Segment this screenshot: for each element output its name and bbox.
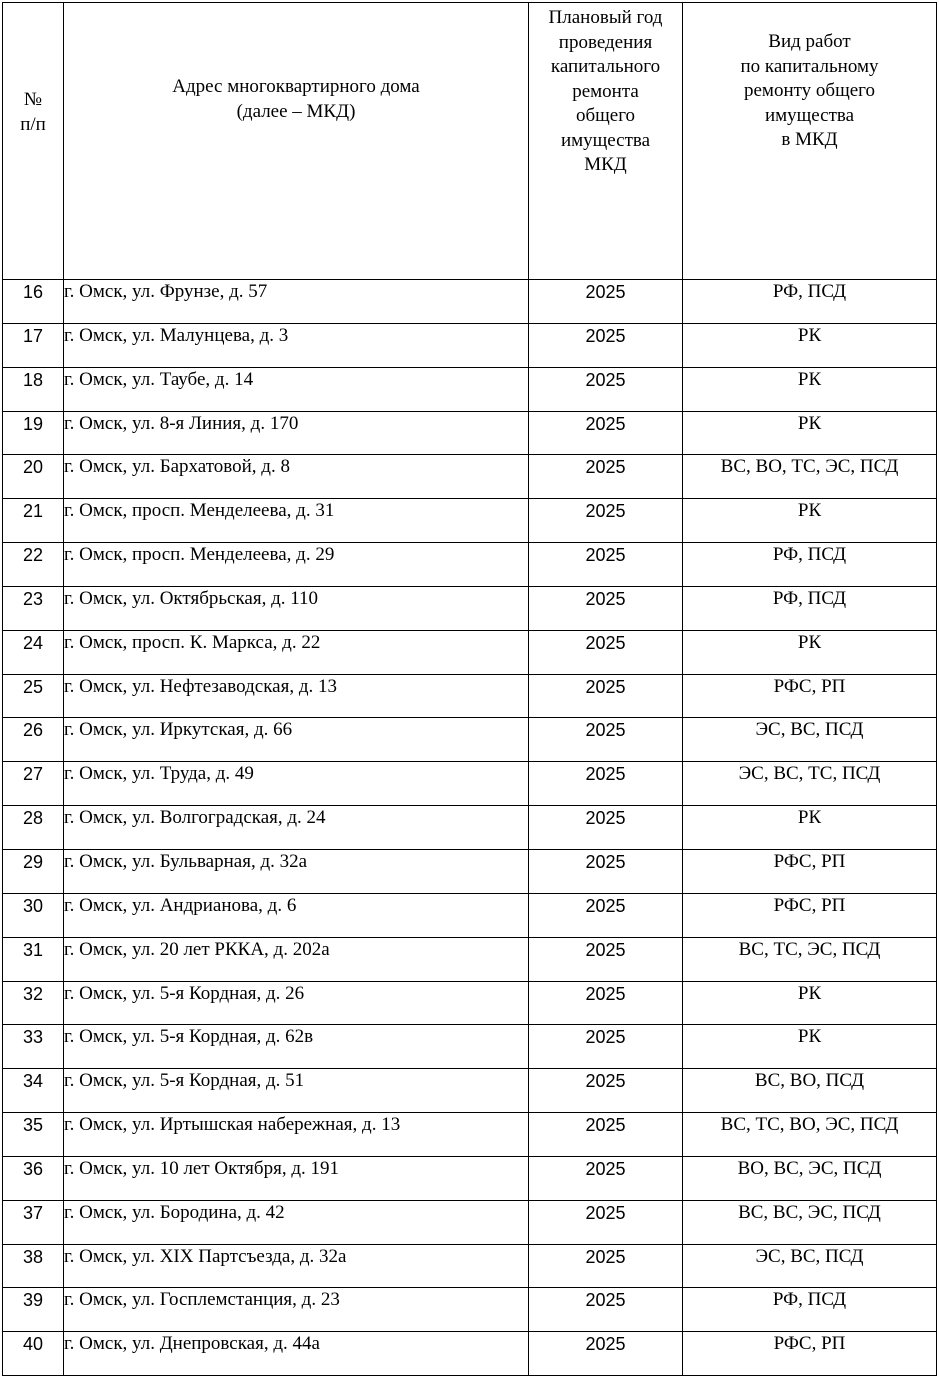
row-planned-year: 2025 xyxy=(529,718,683,762)
row-work-type: ВС, ВО, ПСД xyxy=(683,1069,937,1113)
table-row xyxy=(3,367,937,411)
row-address: г. Омск, ул. Труда, д. 49 xyxy=(64,762,529,806)
row-address: г. Омск, ул. Малунцева, д. 3 xyxy=(64,323,529,367)
row-work-type: ВС, ВО, ТС, ЭС, ПСД xyxy=(683,455,937,499)
row-planned-year: 2025 xyxy=(529,937,683,981)
header-row xyxy=(3,3,937,280)
header-year-line: проведения xyxy=(558,31,653,53)
row-planned-year: 2025 xyxy=(529,1244,683,1288)
row-number: 19 xyxy=(3,411,64,455)
row-planned-year: 2025 xyxy=(529,411,683,455)
row-number: 25 xyxy=(3,674,64,718)
row-planned-year: 2025 xyxy=(529,280,683,324)
table-row xyxy=(3,762,937,806)
table-row xyxy=(3,1288,937,1332)
table-row xyxy=(3,806,937,850)
row-number: 31 xyxy=(3,937,64,981)
row-planned-year: 2025 xyxy=(529,849,683,893)
row-number: 38 xyxy=(3,1244,64,1288)
row-number: 20 xyxy=(3,455,64,499)
row-number: 39 xyxy=(3,1288,64,1332)
row-planned-year: 2025 xyxy=(529,1069,683,1113)
table-body xyxy=(3,280,937,1376)
row-planned-year: 2025 xyxy=(529,323,683,367)
row-number: 40 xyxy=(3,1332,64,1376)
row-number: 24 xyxy=(3,630,64,674)
table-row xyxy=(3,586,937,630)
row-work-type: РФ, ПСД xyxy=(683,280,937,324)
table-row xyxy=(3,280,937,324)
row-number: 16 xyxy=(3,280,64,324)
table-row xyxy=(3,937,937,981)
row-planned-year: 2025 xyxy=(529,543,683,587)
table-row xyxy=(3,1025,937,1069)
table-row xyxy=(3,674,937,718)
row-planned-year: 2025 xyxy=(529,981,683,1025)
row-planned-year: 2025 xyxy=(529,1288,683,1332)
row-work-type: РФС, РП xyxy=(683,674,937,718)
table-row xyxy=(3,411,937,455)
header-year-line: капитального xyxy=(550,56,661,77)
row-address: г. Омск, ул. 5-я Кордная, д. 26 xyxy=(64,981,529,1025)
row-address: г. Омск, ул. Бульварная, д. 32а xyxy=(64,849,529,893)
row-planned-year: 2025 xyxy=(529,630,683,674)
row-number: 36 xyxy=(3,1156,64,1200)
row-work-type: ЭС, ВС, ПСД xyxy=(683,1244,937,1288)
row-address: г. Омск, ул. 5-я Кордная, д. 51 xyxy=(64,1069,529,1113)
row-address: г. Омск, ул. Иркутская, д. 66 xyxy=(64,718,529,762)
row-address: г. Омск, ул. Фрунзе, д. 57 xyxy=(64,280,529,324)
row-planned-year: 2025 xyxy=(529,1200,683,1244)
row-address: г. Омск, ул. 10 лет Октября, д. 191 xyxy=(64,1156,529,1200)
row-address: г. Омск, ул. Иртышская набережная, д. 13 xyxy=(64,1113,529,1157)
header-work-type xyxy=(683,3,937,280)
table-row xyxy=(3,630,937,674)
header-work-line: Вид работ xyxy=(768,31,851,52)
row-address: г. Омск, ул. Волгоградская, д. 24 xyxy=(64,806,529,850)
row-planned-year: 2025 xyxy=(529,367,683,411)
row-address: г. Омск, ул. Бархатовой, д. 8 xyxy=(64,455,529,499)
header-year-line: имущества xyxy=(560,129,651,151)
table-row xyxy=(3,1200,937,1244)
table-row xyxy=(3,1069,937,1113)
row-address: г. Омск, ул. Нефтезаводская, д. 13 xyxy=(64,674,529,718)
header-planned-year xyxy=(529,3,683,280)
row-work-type: РК xyxy=(683,323,937,367)
row-address: г. Омск, ул. Госплемстанция, д. 23 xyxy=(64,1288,529,1332)
header-work-line: в МКД xyxy=(781,129,838,150)
row-number: 33 xyxy=(3,1025,64,1069)
table-row xyxy=(3,323,937,367)
row-planned-year: 2025 xyxy=(529,893,683,937)
row-number: 18 xyxy=(3,367,64,411)
table-row xyxy=(3,718,937,762)
row-address: г. Омск, просп. Менделеева, д. 31 xyxy=(64,499,529,543)
row-planned-year: 2025 xyxy=(529,674,683,718)
row-work-type: ВС, ВС, ЭС, ПСД xyxy=(683,1200,937,1244)
header-number-line: № xyxy=(23,89,43,110)
row-work-type: РК xyxy=(683,499,937,543)
row-number: 17 xyxy=(3,323,64,367)
row-planned-year: 2025 xyxy=(529,806,683,850)
row-number: 22 xyxy=(3,543,64,587)
row-address: г. Омск, ул. Днепровская, д. 44а xyxy=(64,1332,529,1376)
row-address: г. Омск, ул. 20 лет РККА, д. 202а xyxy=(64,937,529,981)
row-work-type: РФ, ПСД xyxy=(683,1288,937,1332)
table-row xyxy=(3,1244,937,1288)
row-work-type: РК xyxy=(683,981,937,1025)
row-number: 35 xyxy=(3,1113,64,1157)
row-address: г. Омск, ул. XIX Партсъезда, д. 32а xyxy=(64,1244,529,1288)
row-planned-year: 2025 xyxy=(529,455,683,499)
row-number: 21 xyxy=(3,499,64,543)
row-work-type: РК xyxy=(683,806,937,850)
row-number: 26 xyxy=(3,718,64,762)
row-address: г. Омск, ул. Октябрьская, д. 110 xyxy=(64,586,529,630)
table-row xyxy=(3,1332,937,1376)
row-planned-year: 2025 xyxy=(529,762,683,806)
row-work-type: РФ, ПСД xyxy=(683,586,937,630)
table-row xyxy=(3,893,937,937)
row-work-type: ВС, ТС, ВО, ЭС, ПСД xyxy=(683,1113,937,1157)
header-address-line: Адрес многоквартирного дома xyxy=(172,76,420,97)
row-work-type: РК xyxy=(683,411,937,455)
row-number: 23 xyxy=(3,586,64,630)
table-row xyxy=(3,543,937,587)
row-planned-year: 2025 xyxy=(529,1332,683,1376)
row-address: г. Омск, ул. 8-я Линия, д. 170 xyxy=(64,411,529,455)
row-work-type: ВС, ТС, ЭС, ПСД xyxy=(683,937,937,981)
header-number xyxy=(3,3,64,280)
row-number: 37 xyxy=(3,1200,64,1244)
table-row xyxy=(3,849,937,893)
row-number: 29 xyxy=(3,849,64,893)
row-work-type: РК xyxy=(683,367,937,411)
row-work-type: РК xyxy=(683,1025,937,1069)
table-row xyxy=(3,981,937,1025)
row-address: г. Омск, просп. К. Маркса, д. 22 xyxy=(64,630,529,674)
row-planned-year: 2025 xyxy=(529,1025,683,1069)
header-work-line: имущества xyxy=(764,104,855,126)
header-year-line: МКД xyxy=(584,154,627,175)
row-address: г. Омск, ул. Бородина, д. 42 xyxy=(64,1200,529,1244)
header-work-line: по капитальному xyxy=(740,55,879,77)
row-address: г. Омск, просп. Менделеева, д. 29 xyxy=(64,543,529,587)
table-header xyxy=(3,3,937,280)
row-work-type: РФ, ПСД xyxy=(683,543,937,587)
row-planned-year: 2025 xyxy=(529,1113,683,1157)
table-row xyxy=(3,1156,937,1200)
header-year-line: ремонта xyxy=(572,80,639,102)
row-planned-year: 2025 xyxy=(529,1156,683,1200)
row-address: г. Омск, ул. Андрианова, д. 6 xyxy=(64,893,529,937)
row-number: 30 xyxy=(3,893,64,937)
row-planned-year: 2025 xyxy=(529,586,683,630)
header-work-line: ремонту общего xyxy=(744,80,875,101)
row-number: 34 xyxy=(3,1069,64,1113)
row-work-type: ЭС, ВС, ТС, ПСД xyxy=(683,762,937,806)
row-work-type: РФС, РП xyxy=(683,1332,937,1376)
row-work-type: ЭС, ВС, ПСД xyxy=(683,718,937,762)
row-number: 27 xyxy=(3,762,64,806)
header-number-line: п/п xyxy=(20,113,46,135)
table-row xyxy=(3,455,937,499)
row-work-type: РК xyxy=(683,630,937,674)
row-address: г. Омск, ул. 5-я Кордная, д. 62в xyxy=(64,1025,529,1069)
row-number: 32 xyxy=(3,981,64,1025)
header-address-line: (далее – МКД) xyxy=(236,100,356,122)
header-year-line: общего xyxy=(575,105,636,126)
table-row xyxy=(3,1113,937,1157)
row-planned-year: 2025 xyxy=(529,499,683,543)
table-row xyxy=(3,499,937,543)
row-number: 28 xyxy=(3,806,64,850)
mkd-repair-table xyxy=(2,2,937,1376)
row-work-type: РФС, РП xyxy=(683,893,937,937)
header-address xyxy=(64,3,529,280)
header-year-line: Плановый год xyxy=(548,7,663,28)
row-address: г. Омск, ул. Таубе, д. 14 xyxy=(64,367,529,411)
row-work-type: РФС, РП xyxy=(683,849,937,893)
row-work-type: ВО, ВС, ЭС, ПСД xyxy=(683,1156,937,1200)
